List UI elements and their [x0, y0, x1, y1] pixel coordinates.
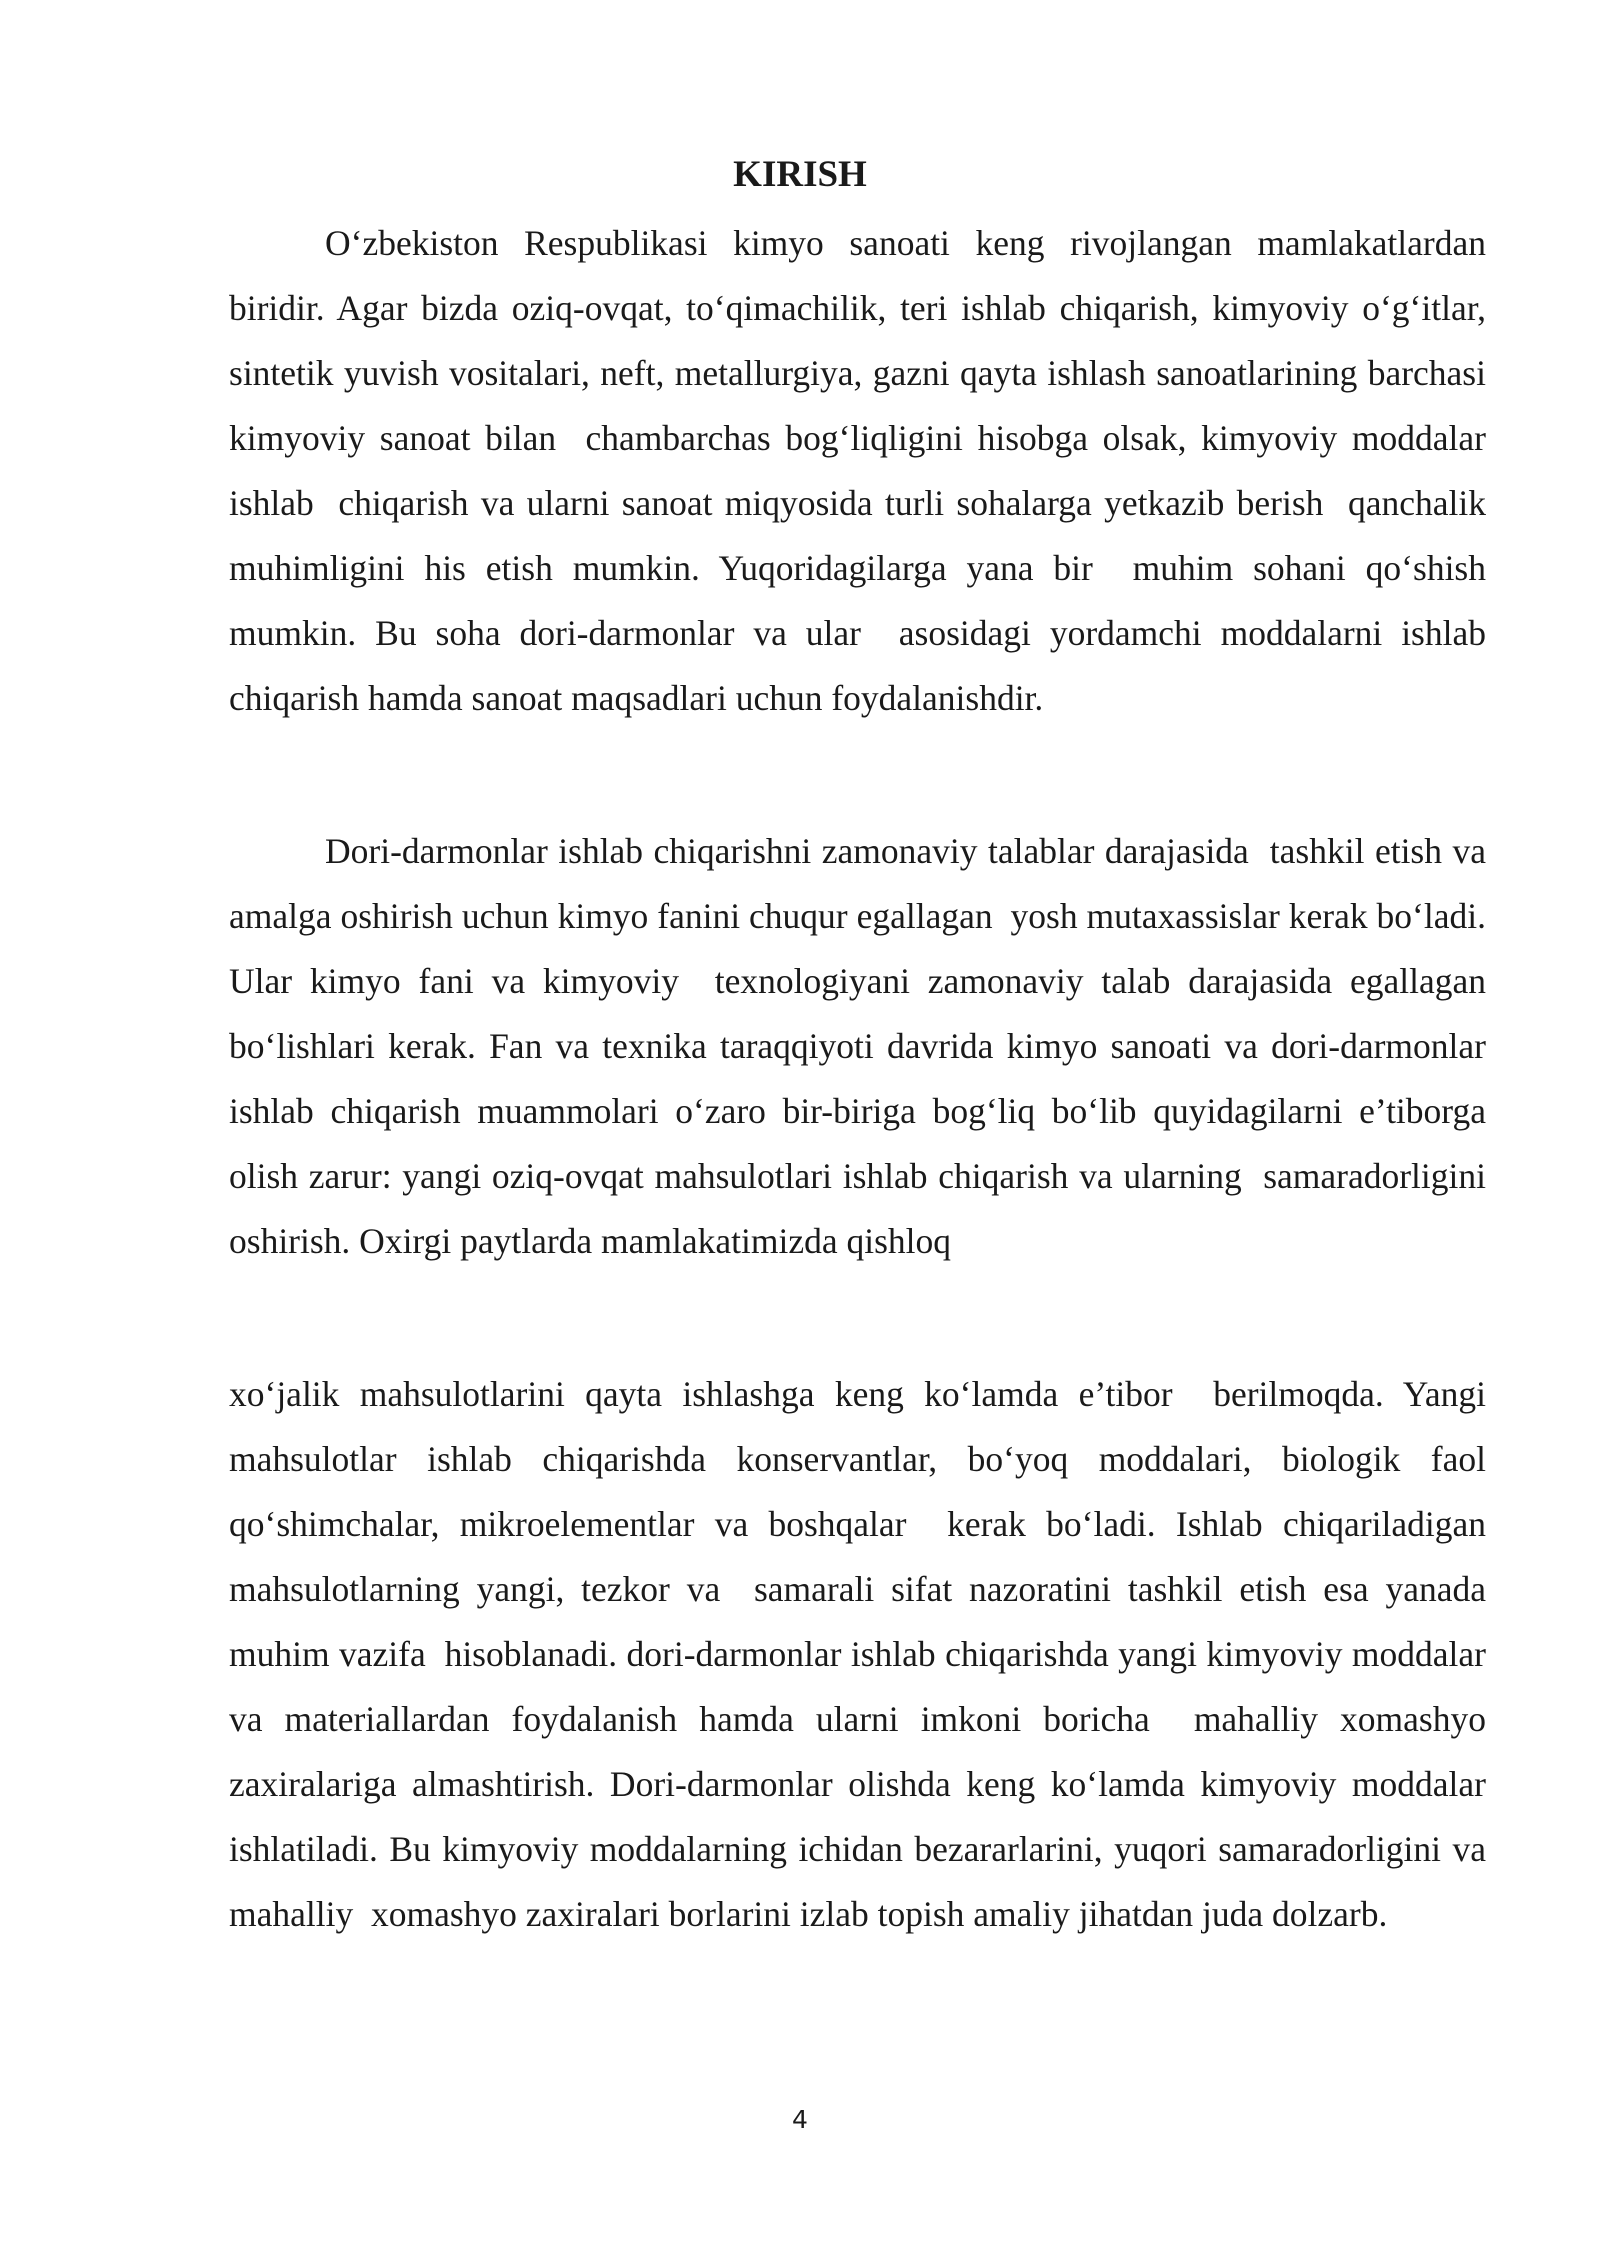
paragraph-intro: O‘zbekiston Respublikasi kimyo sanoati keng rivojlangan mamlakatlardan biridir. Agar bizda oziq-ovqat, to‘qimachilik, teri ishlab chiqarish, kimyoviy o‘g‘itlar, sintetik yuvish vositalari, neft, metallurgiya, gazni qayta ishlash sanoatlarining barchasi kimyoviy sanoat bilan chambarchas bog‘liqligini hisobga olsak, kimyoviy moddalar ishlab chiqarish va ularni sanoat miqyosida turli sohalarga yetkazib berish qanchalik muhimligini his etish mumkin. Yuqoridagilarga yana bir muhim sohani qo‘shish mumkin. Bu soha dori-darmonlar va ular asosidagi yordamchi moddalarni ishlab chiqarish hamda sanoat maqsadlari uchun foydalanishdir. — [229, 223, 1495, 718]
paragraph-second: Dori-darmonlar ishlab chiqarishni zamonaviy talablar darajasida tashkil etish va amalga oshirish uchun kimyo fanini chuqur egallagan yosh mutaxassislar kerak bo‘ladi. Ular kimyo fani va kimyoviy texnologiyani zamonaviy talab darajasida egallagan bo‘lishlari kerak. Fan va texnika taraqqiyoti davrida kimyo sanoati va dori-darmonlar ishlab chiqarish muammolari o‘zaro bir-biriga bog‘liq bo‘lib quyidagilarni e’tiborga olish zarur: yangi oziq-ovqat mahsulotlari ishlab chiqarish va ularning samaradorligini oshirish. Oxirgi paytlarda mamlakatimizda qishloq — [229, 831, 1504, 1261]
paragraph-continuation: xo‘jalik mahsulotlarini qayta ishlashga keng ko‘lamda e’tibor berilmoqda. Yangi mahsulotlar ishlab chiqarishda konservantlar, bo‘yoq moddalari, biologik faol qo‘shimchalar, mikroelementlar va boshqalar kerak bo‘ladi. Ishlab chiqariladigan mahsulotlarning yangi, tezkor va samarali sifat nazoratini tashkil etish esa yanada muhim vazifa hisoblanadi. dori-darmonlar ishlab chiqarishda yangi kimyoviy moddalar va materiallardan foydalanish hamda ularni imkoni boricha mahalliy xomashyo zaxiralariga almashtirish. Dori-darmonlar olishda keng ko‘lamda kimyoviy moddalar ishlatiladi. Bu kimyoviy moddalarning ichidan bezararlarini, yuqori samaradorligini va mahalliy xomashyo zaxiralari borlarini izlab topish amaliy jihatdan juda dolzarb. — [229, 1374, 1504, 1934]
page-number: 4 — [792, 2105, 808, 2134]
page-heading: KIRISH — [733, 154, 867, 195]
